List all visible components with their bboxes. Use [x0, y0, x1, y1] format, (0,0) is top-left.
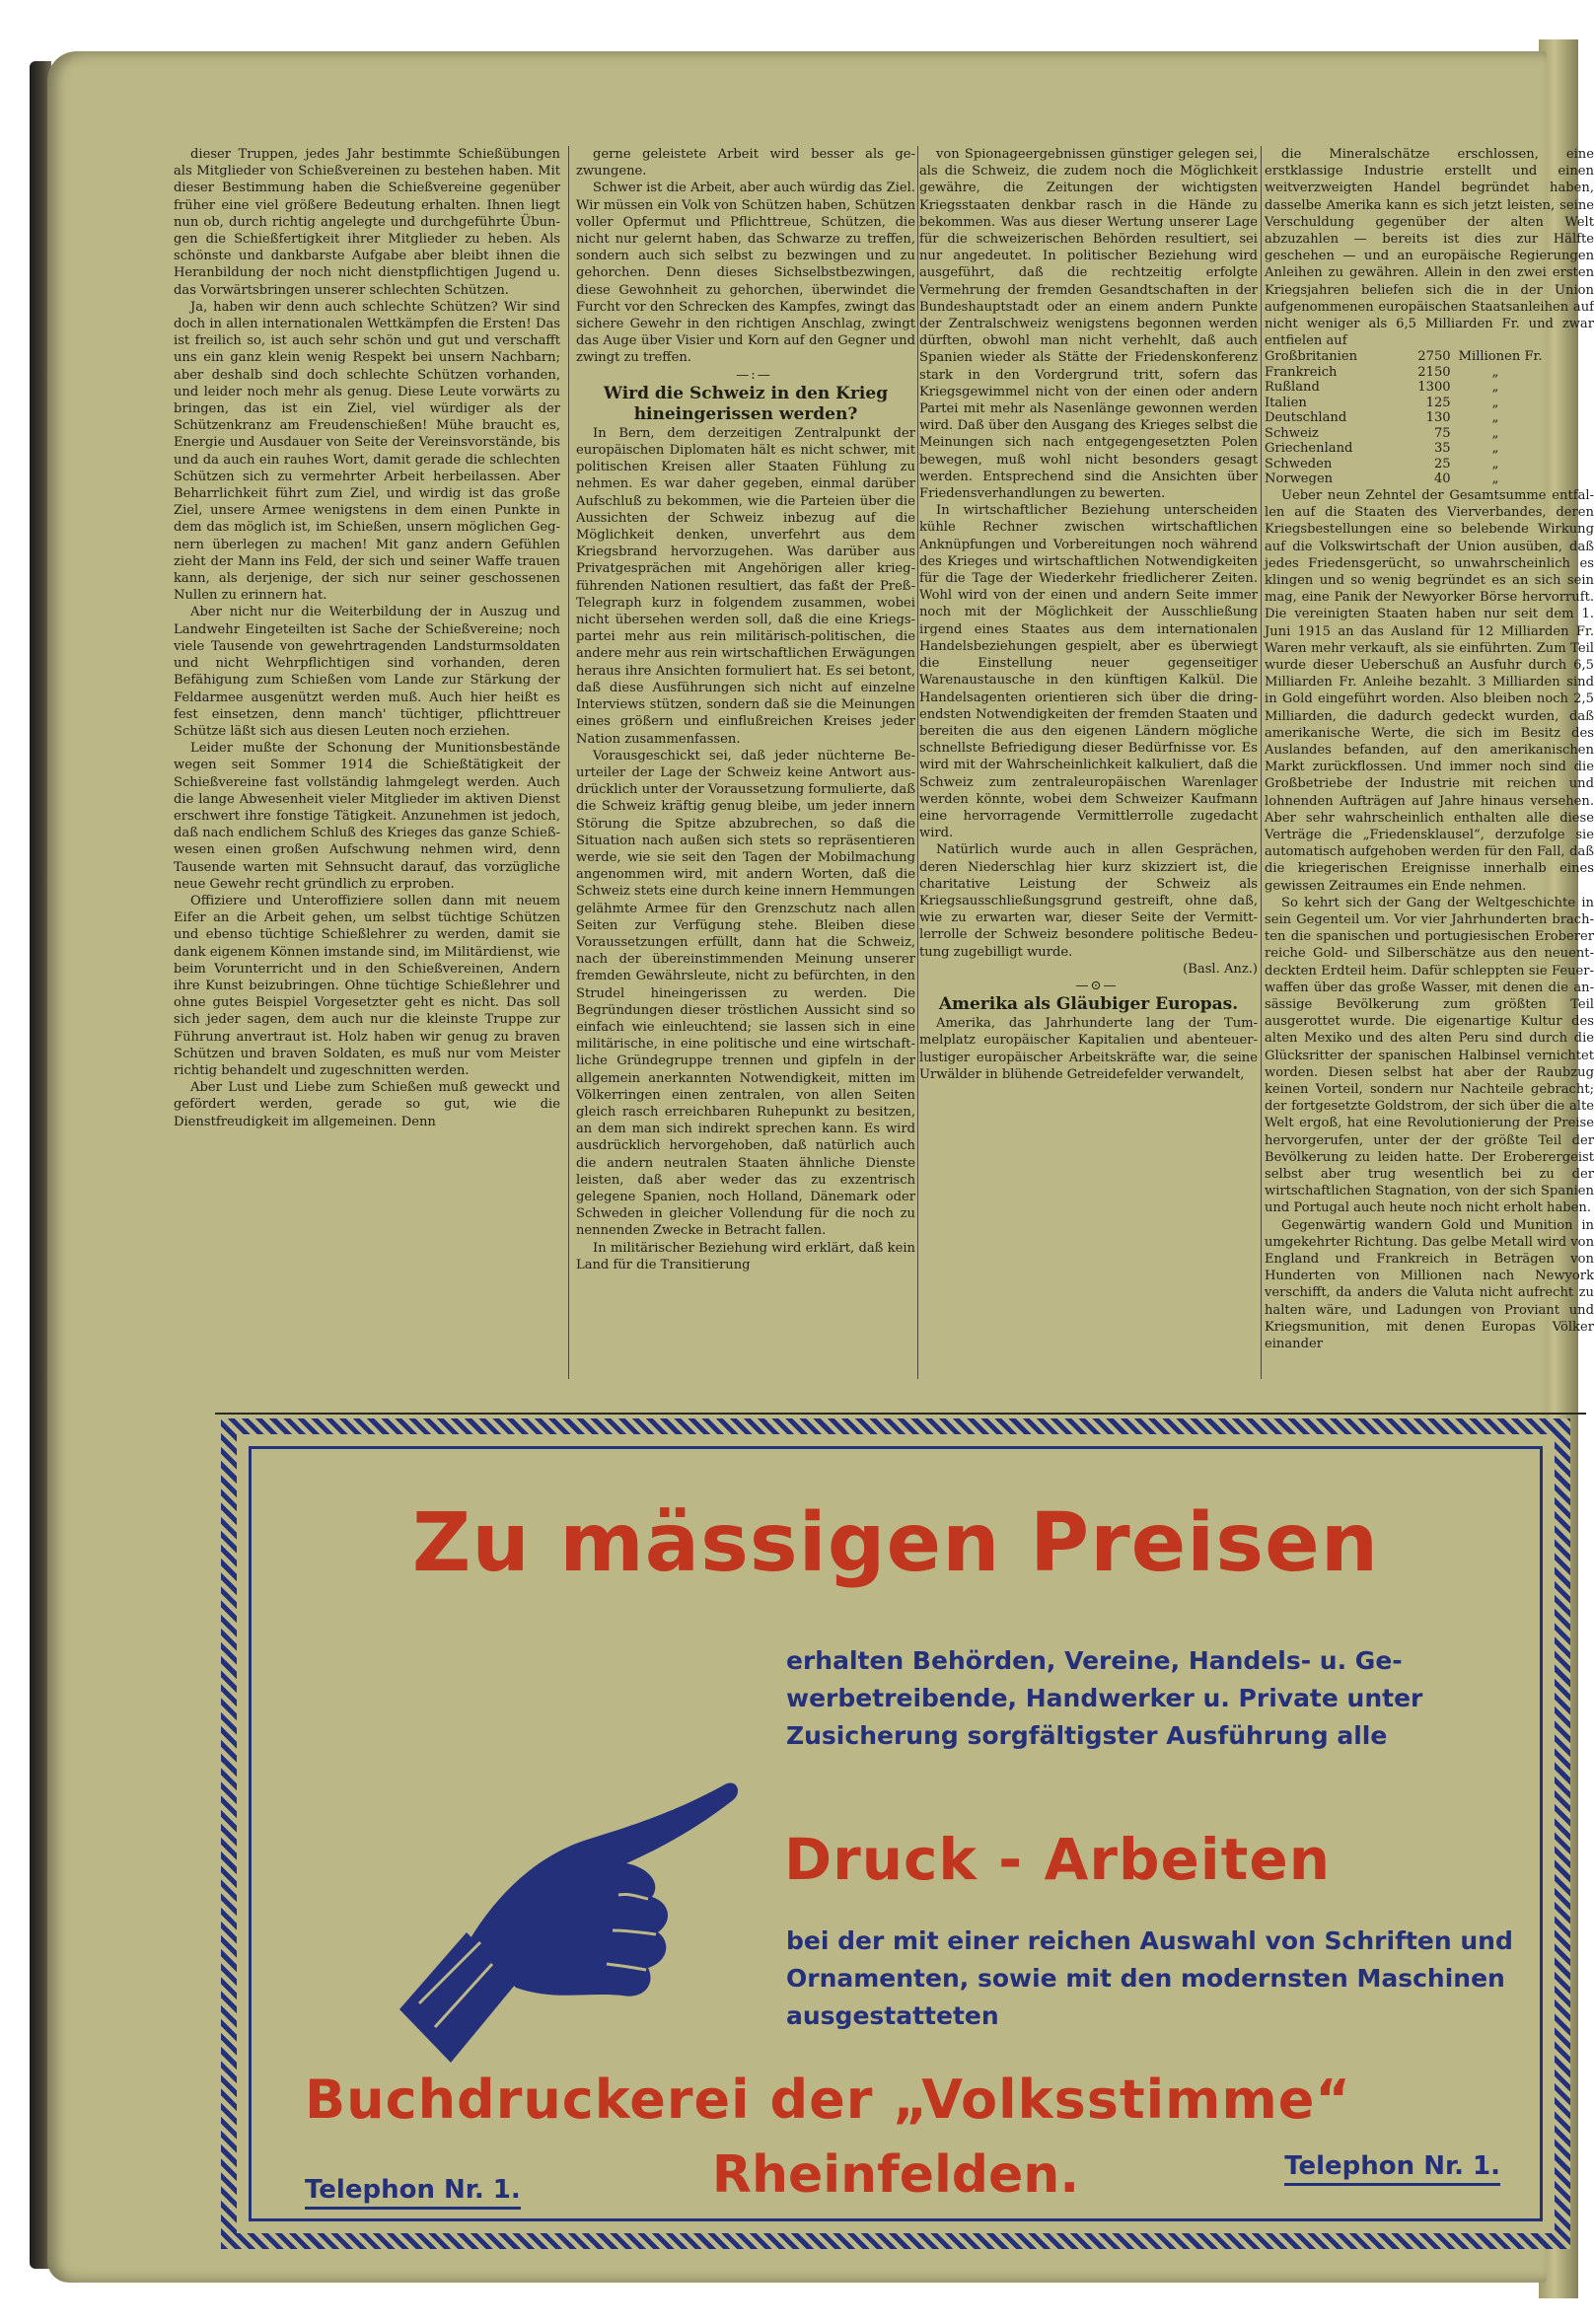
country-cell: Schweiz [1265, 425, 1319, 441]
article-paragraph: dieser Truppen, jedes Jahr bestimmte Schießübungen als Mitglieder von Schießvereinen zu bestehen haben. Mit dieser Bestimmung haben die Schießvereine gegenüber früher eine viel größere Bedeutung erhalten. Ihnen liegt nun ob, durch richtig angelegte und durchgeführte Übungen die Schießfertigkeit ihrer Mitglieder zu heben. Als schönste und dankbarste Aufgabe aber bleibt ihnen die Heranbildung der noch nicht dienstpflichtigen Jugend u. das Vorwärtsbringen unserer schlechten Schützen. [174, 147, 560, 298]
column-3 [919, 146, 1258, 1083]
article-schiesswesen-end [576, 146, 915, 367]
unit-cell: „ [1491, 395, 1499, 410]
column-rule [917, 146, 918, 1379]
amount-cell: 75 [1433, 425, 1451, 441]
amount-cell: 35 [1433, 441, 1451, 457]
table-row [1265, 441, 1581, 457]
unit-cell: „ [1491, 441, 1499, 457]
unit-cell: „ [1491, 456, 1499, 472]
table-row [1265, 426, 1581, 442]
headline-schweiz-krieg: Wird die Schweiz in den Krieg hineingerissen werden? [603, 383, 889, 424]
unit-cell: „ [1491, 410, 1499, 426]
ad-town: Rheinfelden. [711, 2145, 1080, 2205]
article-amerika-body [1265, 487, 1594, 1352]
unit-cell: Millionen Fr. [1458, 349, 1543, 365]
section-divider: —:— [736, 367, 772, 383]
country-cell: Deutschland [1265, 410, 1347, 426]
article-paragraph: Natürlich wurde auch in allen Gesprächen, deren Niederschlag hier kurz skizziert ist, die charitative Leistung der Schweiz als Kriegsausschließungsgrund gestreift, ohne daß, wie zu erwarten war, dieser Seite der Vermittlerrolle der Schweiz besondere politische Bedeutung zugebilligt wurde. [919, 842, 1258, 960]
article-paragraph: So kehrt sich der Gang der Weltgeschichte in sein Gegenteil um. Vor vier Jahrhunderten brachten die spanischen und portugiesischen Eroberer reiche Gold- und Silberschätze aus den neuentdeckten Erdteil heim. Dafür schleppten sie Feuerwaffen über das große Wasser, mit denen die ansässige Bevölkerung zum größten Teil ausgerottet wurde. Die eigenartige Kultur des alten Mexiko und des alten Peru sind durch die Glücksritter der spanischen Halbinsel vernichtet worden. Diesen selbst hat aber der Raubzug keinen Vorteil, sondern nur Nachteile gebracht; der fortgesetzte Goldstrom, der sich über die alte Welt ergoß, hat eine Revolutionierung der Preise hervorgerufen, unter der der größte Teil der Bevölkerung zu leiden hatte. Der Eroberergeist selbst aber trug wesentlich bei zu der wirtschaftlichen Stagnation, von der sich Spanien und Portugal auch heute noch nicht erholt haben. [1265, 895, 1594, 1216]
ad-phone-right: Telephon Nr. 1. [1284, 2151, 1500, 2186]
table-row [1265, 349, 1581, 365]
table-row [1265, 396, 1581, 411]
article-paragraph: von Spionageergebnissen günstiger gelegen sei, als die Schweiz, die zudem noch die Möglichkeit gewähre, die Zeitungen der wichtigsten Kriegsstaaten denkbar rasch in die Hände zu bekommen. Was aus dieser Wertung unserer Lage für die schweizerischen Behörden resultiert, sei nur angedeutet. In politischer Beziehung wird ausgeführt, daß die rechtzeitig erfolgte Vermehrung der fremden Gesandtschaften in der Bundeshauptstadt oder an einem andern Punkte der Zentralschweiz wenigstens begonnen werden dürften, obwohl man nicht verhehlt, daß auch Spanien wieder als Stätte der Friedenskonferenz stark in den Vordergrund tritt, sofern das Kriegsgewimmel nicht von der einen oder andern Partei mit mehr als Nasenlänge gewonnen werden wird. Daß über den Ausgang des Krieges selbst die Meinungen sich nach entgegengesetzten Polen bewegen, muß wohl nicht besonders gesagt werden. Entsprechend sind die Ansichten über Friedensverhandlungen zu bewerten. [919, 147, 1258, 502]
pointing-hand-icon [390, 1745, 745, 2080]
ad-detail-text: bei der mit einer reichen Auswahl von Schriften und Ornamenten, sowie mit den modernsten Maschinen ausgestatteten [786, 1926, 1513, 2030]
amount-cell: 25 [1433, 456, 1451, 472]
table-row [1265, 410, 1581, 426]
article-amerika-start [919, 1015, 1258, 1083]
loans-by-country-table [1265, 349, 1581, 487]
source-credit: (Basl. Anz.) [1183, 961, 1258, 977]
amount-cell: 125 [1425, 395, 1451, 410]
article-paragraph: Aber nicht nur die Weiterbildung der in Auszug und Landwehr Eingeteilten ist Sache der Schießvereine; noch viele Tausende von gewehrtragenden Landsturmsoldaten und nicht Wehrpflichtigen sind vorhanden, deren Befähigung zum Schießen vom Lande zur Stärkung der Feldarmee ausgenützt werden muß. Auch hier heißt es fest einsetzen, denn manch' tüchtiger, pflichttreuer Schütze läßt sich aus diesen Leuten noch erziehen. [174, 605, 560, 739]
section-divider: —⊙— [1075, 978, 1119, 993]
article-paragraph: Ueber neun Zehntel der Gesamtsumme entfallen auf die Staaten des Vierverbandes, deren Kriegsbestellungen eine so belebende Wirkung auf die Volkswirtschaft der Union ausüben, daß jedes Friedensgerücht, so unwahrscheinlich es klingen und so wenig begründet es an sich sein mag, eine Panik der Newyorker Börse hervorruft. Die vereinigten Staaten haben nur seit dem 1. Juni 1915 an das Ausland für 12 Milliarden Fr. Waren mehr verkauft, als sie einführten. Zum Teil wurde dieser Ueberschuß an Ausfuhr durch 6,5 Milliarden Fr. Anleihe bezahlt. 3 Milliarden sind in Gold eingeführt worden. Also bleiben noch 2,5 Milliarden, die dadurch gedeckt wurden, daß amerikanische Werte, die sich im Besitz des Auslandes befanden, auf den amerikanischen Markt zurückflossen. Und immer noch sind die Großbetriebe der Industrie mit reichen und lohnenden Aufträgen auf Jahre hinaus versehen. Aber sehr wahrscheinlich enthalten alle diese Verträge die „Friedensklausel“, derzufolge sie automatisch aufgehoben werden für den Fall, daß die kriegerischen Ereignisse innerhalb eines gewissen Zeitraumes ein Ende nehmen. [1265, 487, 1594, 894]
ad-printer-name: Buchdruckerei der „Volksstimme“ [305, 2069, 1351, 2131]
ad-lead-text: erhalten Behörden, Vereine, Handels- u. Gewerbetreibende, Handwerker u. Private unter Zusicherung sorgfältigster Ausführung alle [786, 1646, 1423, 1750]
ad-product-title: Druck - Arbeiten [784, 1826, 1332, 1893]
country-cell: Griechenland [1265, 441, 1353, 457]
advertisement [221, 1418, 1570, 2249]
column-4 [1265, 146, 1594, 1352]
table-row [1265, 457, 1581, 472]
amount-cell: 2150 [1417, 364, 1451, 380]
column-rule [568, 146, 569, 1379]
country-cell: Rußland [1265, 380, 1320, 396]
article-paragraph: In militärischer Beziehung wird erklärt, daß kein Land für die Transitierung [576, 1240, 915, 1272]
amount-cell: 130 [1425, 410, 1451, 426]
ad-phone-left: Telephon Nr. 1. [305, 2175, 521, 2210]
unit-cell: „ [1491, 425, 1499, 441]
article-schweiz-krieg-continued [919, 146, 1258, 961]
article-paragraph: In wirtschaftlicher Beziehung unterscheiden kühle Rechner zwischen wirtschaftlichen Anknüpfungen und Vorbereitungen noch während des Krieges und wirtschaftlichen Notwendigkeiten für die Tage der Wiederkehr friedlicherer Zeiten. Wohl wird von der einen und andern Seite immer noch mit der Möglichkeit der Ausschließung irgend eines Staates aus dem internationalen Handelsbeziehungen gespielt, aber es überwiegt die Einstellung neuer gegenseitiger Warenaustausche in den künftigen Kalkül. Die Handelsagenten orientieren sich über die dringendsten Notwendigkeiten der fremden Staaten und bereiten die aus den eigenen Ländern mögliche schnellste Befriedigung dieser Bedürfnisse vor. Es wird mit der Wahrscheinlichkeit kalkuliert, daß die Schweiz zum zentraleuropäischen Warenlager werden könnte, wobei dem Schweizer Kaufmann eine hervorragende Vermittlerrolle zugedacht wird. [919, 503, 1258, 841]
article-paragraph: Offiziere und Unteroffiziere sollen dann mit neuem Eifer an die Arbeit gehen, um selbst tüchtige Schützen und ebenso tüchtige Schießlehrer zu werden, damit sie dank eigenem Können imstande sind, im Militärdienst, wie beim Vorunterricht und in den Schießvereinen, Andern ihre Kunst beizubringen. Ohne tüchtige Schießlehrer und ohne gutes Beispiel Vorgesetzter geht es nicht. Das soll sich jeder sagen, dem auch nur die kleinste Truppe zur Führung anvertraut ist. Holz haben wir genug zu braven Schützen und braven Soldaten, es muß nur vom Meister richtig behandelt und zugeschnitten werden. [174, 893, 560, 1078]
article-amerika-intro: die Mineralschätze erschlossen, eine erstklassige Industrie erstellt und einen weitverzweigten Handel begründet haben, dasselbe Amerika kann es sich jetzt leisten, seine Verschuldung gegenüber der alten Welt abzuzahlen — bereits ist dies zur Hälfte geschehen — und an europäische Regierungen Anleihen zu gewähren. Allein in den zwei ersten Kriegsjahren beliefen sich die in der Union aufgenommenen europäischen Staatsanleihen auf nicht weniger als 6,5 Milliarden Fr. und zwar entfielen auf [1265, 147, 1594, 349]
amount-cell: 40 [1433, 472, 1451, 487]
country-cell: Großbritanien [1265, 349, 1358, 365]
ad-headline: Zu mässigen Preisen [411, 1496, 1380, 1590]
ad-inner-border [249, 1446, 1543, 2221]
unit-cell: „ [1491, 380, 1499, 396]
article-paragraph: Gegenwärtig wandern Gold und Munition in umgekehrter Richtung. Das gelbe Metall wird von England und Frankreich in Beträgen von Hunderten von Millionen nach Newyork verschifft, da anders die Valuta nicht aufrecht zu halten wäre, und Ladungen von Proviant und Kriegsmunition, mit denen Europas Völker einander [1265, 1217, 1594, 1352]
unit-cell: „ [1491, 472, 1499, 487]
country-cell: Frankreich [1265, 364, 1338, 380]
country-cell: Schweden [1265, 456, 1333, 472]
article-paragraph: Ja, haben wir denn auch schlechte Schützen? Wir sind doch in allen internationalen Wettkämpfen die Ersten! Das ist freilich so, ist auch sehr schön und gut und verschafft uns ein ganz klein wenig Respekt bei unsern Nachbarn; aber deshalb sind doch schlechte Schützen vorhanden, und leider noch mehr als genug. Diese Leute vorwärts zu bringen, das ist ein Ziel, viel würdiger als der Schützenkranz am Freudenschießen! Mühe braucht es, Energie und Ausdauer von Seite der Vereinsvorstände, bis und da auch ein rauhes Wort, damit gerade die schlechten Schützen sich zu vermehrter Arbeit herbeilassen. Aber Beharrlichkeit führt zum Ziel, und wirdig ist das große Ziel, unsere Armee wenigstens in dem einen Punkte in dem das möglich ist, im Schießen, unsern möglichen Gegnern überlegen zu machen! Mit ganz andern Gefühlen zieht der Mann ins Feld, der sich und seiner Waffe trauen kann, als derjenige, der sich nur seiner geschossenen Nullen zu erinnern hat. [174, 299, 560, 604]
article-paragraph: Leider mußte der Schonung der Munitionsbestände wegen seit Sommer 1914 die Schießtätigkeit der Schießvereine fast vollständig lahmgelegt werden. Auch die lange Abwesenheit vieler Mitglieder im aktiven Dienst erschwert ihre fonstige Tätigkeit. Anzunehmen ist jedoch, daß nach endlichem Schluß des Krieges das ganze Schießwesen einen großen Aufschwung nehmen wird, denn Tausende warten mit Sehnsucht darauf, das vorzügliche neue Gewehr recht gründlich zu erproben. [174, 741, 560, 892]
amount-cell: 2750 [1417, 349, 1451, 365]
table-row [1265, 472, 1581, 487]
table-row [1265, 380, 1581, 396]
article-paragraph: Aber Lust und Liebe zum Schießen muß geweckt und gefördert werden, gerade so gut, wie die Dienstfreudigkeit im allgemeinen. Denn [174, 1080, 560, 1129]
article-paragraph: Schwer ist die Arbeit, aber auch würdig das Ziel. Wir müssen ein Volk von Schützen haben, Schützen voller Opfermut und Pflichttreue, Schützen, die nicht nur gelernt haben, das Schwarze zu treffen, sondern auch sich selbst zu bezwingen und zu gehorchen. Denn dieses Sichselbstbezwingen, diese Gewohnheit zu gehorchen, überwindet die Furcht vor den Schrecken des Kampfes, zwingt das sichere Gewehr in den richtigen Anschlag, zwingt das Auge über Visier und Korn auf den Gegner und zwingt zu treffen. [576, 181, 915, 366]
column-2 [576, 146, 915, 1273]
unit-cell: „ [1491, 364, 1499, 380]
article-paragraph: In Bern, dem derzeitigen Zentralpunkt der europäischen Diplomaten hält es nicht schwer, mit politischen Kreisen aller Staaten Fühlung zu nehmen. Es war daher gegeben, einmal darüber Aufschluß zu bekommen, wie die Parteien über die Aussichten der Schweiz inbezug auf die Möglichkeit denken, unverfehrt aus dem Kriegsbrand hervorzugehen. Was darüber aus Privatgesprächen mit Angehörigen aller kriegführenden Nationen resultiert, das faßt der PreßTelegraph kurz in folgendem zusammen, wobei nicht übersehen werden soll, daß die eine Kriegspartei mehr aus rein militärisch-politischen, die andere mehr aus rein wirtschaftlichen Erwägungen heraus ihre Ansichten formuliert hat. Es sei betont, daß diese Ausführungen sich nicht auf einzelne Interviews stützen, sondern daß sie die Meinungen eines größern und einflußreichen Kreises jeder Nation zusammenfassen. [576, 425, 915, 747]
article-paragraph: Vorausgeschickt sei, daß jeder nüchterne Beurteiler der Lage der Schweiz keine Antwort ausdrücklich unter der Voraussetzung formulierte, daß die Schweiz kräftig genug bleibe, um jeder innern Störung die Spitze abzubrechen, so daß die Situation nach außen sich stets so repräsentieren werde, wie sie seit den Tagen der Mobilmachung angenommen wird, mit andern Worten, daß die Schweiz stets eine durch keine innern Hemmungen gelähmte Armee für den Grenzschutz nach allen Seiten zur Verfügung stehe. Bleiben diese Voraussetzungen erfüllt, dann hat die Schweiz, nach der übereinstimmenden Meinung unserer fremden Gewährsleute, nicht zu befürchten, in den Strudel hineingerissen zu werden. Die Begründungen dieser tröstlichen Aussicht sind so einfach wie einleuchtend; sie lassen sich in eine militärische, in eine politische und eine wirtschaftliche Gründegruppe trennen und gipfeln in der allgemein anerkannten Notwendigkeit, mitten im Völkerringen einen zentralen, von allen Seiten gleich rasch erreichbaren Ruhepunkt zu besitzen, an dem man sich indirekt sprechen kann. Es wird ausdrücklich hervorgehoben, daß natürlich auch die andern neutralen Staaten ähnliche Dienste leisten, daß aber weder das zu exzentrisch gelegene Spanien, noch Holland, Dänemark oder Schweden in gleicher Vollendung für die noch zu nennenden Zwecke in Betracht fallen. [576, 748, 915, 1239]
country-cell: Norwegen [1265, 472, 1334, 487]
newspaper-page [47, 51, 1594, 2283]
column-rule [1261, 146, 1262, 1379]
article-paragraph: gerne geleistete Arbeit wird besser als gezwungene. [576, 147, 915, 180]
ad-top-rule [215, 1413, 1586, 1415]
article-paragraph: Amerika, das Jahrhunderte lang der Tummelplatz europäischer Kapitalien und abenteuerlustiger europäischer Arbeitskräfte war, die seine Urwälder in blühende Getreidefelder verwandelt, [919, 1016, 1258, 1082]
country-cell: Italien [1265, 395, 1307, 410]
amount-cell: 1300 [1417, 380, 1451, 396]
table-row [1265, 365, 1581, 381]
column-1 [174, 146, 560, 1130]
article-schweiz-krieg [576, 425, 915, 1273]
headline-amerika-glaeubiger: Amerika als Gläubiger Europas. [938, 994, 1239, 1015]
